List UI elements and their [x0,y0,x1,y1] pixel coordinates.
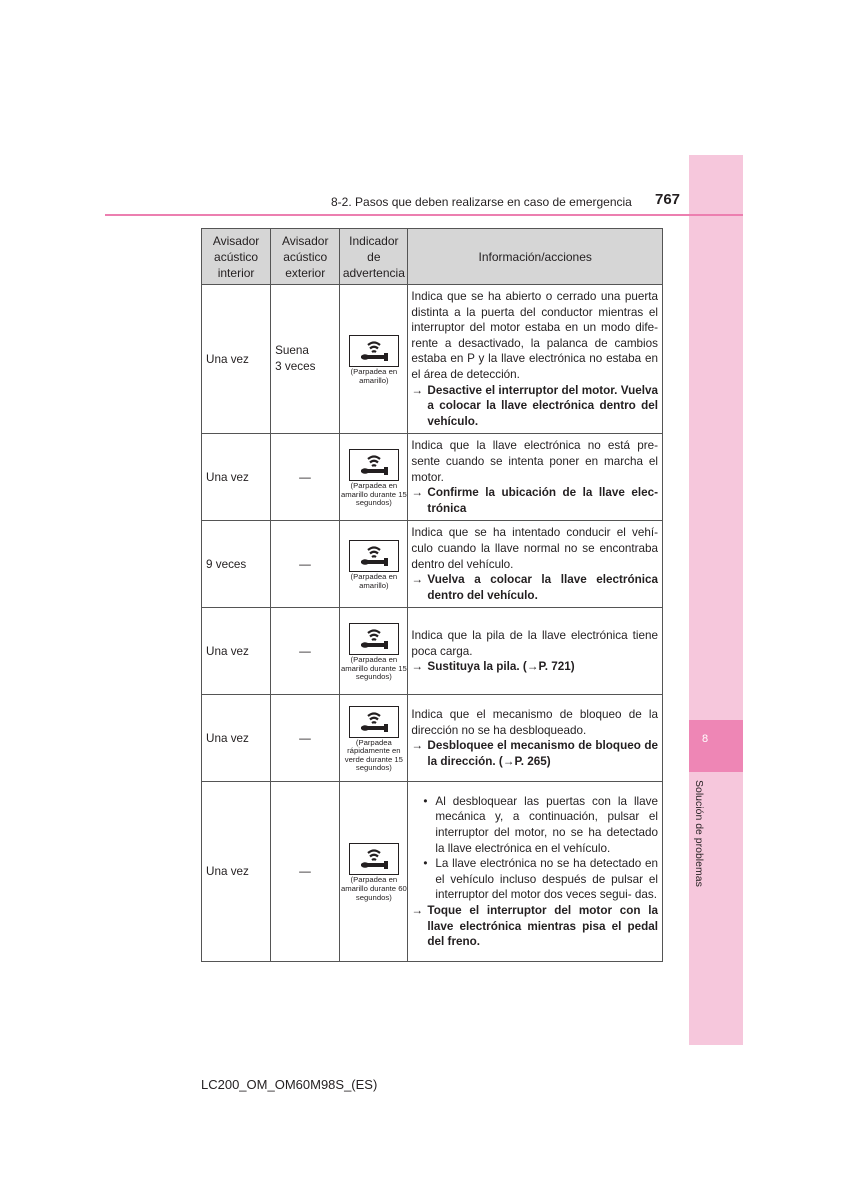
info-text: Indica que la llave electrónica no está pre- sente cuando se intenta poner en marcha el motor. [411,439,658,484]
smart-key-warning-icon [349,706,399,738]
interior-cell: Una vez [202,782,271,962]
action-text: Desactive el interruptor del motor. Vuelva a colocar la llave electrónica dentro del vehículo. [427,383,658,428]
info-cell [408,608,663,695]
action-line [411,485,658,516]
exterior-cell [271,434,340,521]
indicator-cell [340,434,408,521]
arrow-icon: → [411,383,424,397]
interior-cell: Una vez [202,608,271,695]
interior-cell: Una vez [202,434,271,521]
exterior-cell [271,782,340,962]
chapter-title: Solución de problemas [693,780,705,887]
info-cell [408,782,663,962]
interior-cell: Una vez [202,695,271,782]
page-number: 767 [655,191,681,208]
exterior-line: Suena [275,344,309,358]
chapter-tab [689,720,743,772]
exterior-cell [271,695,340,782]
document-code: LC200_OM_OM60M98S_(ES) [201,1077,378,1092]
warning-table [201,228,663,962]
exterior-cell [271,521,340,608]
info-cell [408,285,663,434]
interior-cell: Una vez [202,285,271,434]
action-text: Vuelva a colocar la llave electrónica dentro del vehículo. [427,573,658,602]
smart-key-warning-icon [349,335,399,367]
header-indicator: Indicador de advertencia [340,229,408,285]
indicator-cell [340,608,408,695]
bullet-item [411,856,658,903]
info-text: Indica que la pila de la llave electrónica tiene poca carga. [411,628,658,658]
arrow-icon: → [411,486,424,500]
header-info: Información/acciones [408,229,663,285]
table-row [202,608,663,695]
action-line [411,903,658,950]
interior-cell: 9 veces [202,521,271,608]
chapter-side-bar [689,155,743,1045]
info-text: Indica que el mecanismo de bloqueo de la dirección no se ha desbloqueado. [411,708,658,737]
table-row [202,782,663,962]
bullet-item [411,794,658,856]
smart-key-warning-icon [349,623,399,655]
table-row [202,434,663,521]
bullet-icon: • [423,857,428,871]
exterior-dash: — [299,644,311,658]
action-line [411,572,658,603]
arrow-icon: → [411,739,424,753]
indicator-cell [340,285,408,434]
action-text: Toque el interruptor del motor con la llave electrónica mientras pisa el pedal del freno. [427,904,658,949]
info-cell [408,434,663,521]
indicator-cell [340,521,408,608]
chapter-number: 8 [702,733,709,745]
table-row [202,521,663,608]
indicator-caption: (Parpadea en amarillo) [350,367,398,385]
indicator-caption: (Parpadea en amarillo) [350,572,398,590]
header-rule [105,214,743,216]
smart-key-warning-icon [349,540,399,572]
header-exterior: Avisador acústico exterior [271,229,340,285]
action-line [411,383,658,430]
indicator-caption: (Parpadea en amarillo durante 15 segundos) [340,480,407,508]
indicator-caption: (Parpadea en amarillo durante 15 segundos) [340,654,407,682]
indicator-caption: (Parpadea en amarillo durante 60 segundos) [340,875,407,902]
bullet-icon: • [423,794,428,808]
section-title: 8-2. Pasos que deben realizarse en caso de emergencia [331,195,632,209]
exterior-dash: — [299,865,311,879]
info-cell [408,521,663,608]
exterior-line: 3 veces [275,360,316,374]
arrow-icon: → [411,660,424,674]
info-cell [408,695,663,782]
exterior-dash: — [299,470,311,484]
bullet-text: Al desbloquear las puertas con la llave mecánica y, a continuación, pulsar el interruptor del motor, no se ha detectado la llave electrónica en el vehículo. [435,794,658,855]
table-row [202,285,663,434]
info-text: Indica que se ha intentado conducir el vehí- culo cuando la llave normal no se encontraba dentro del vehículo. [411,526,658,571]
info-text: Indica que se ha abierto o cerrado una puerta distinta a la puerta del conductor mientras el interruptor del motor estaba en un modo dife- rente a desactivado, la palanca de cambios estaba en P y la llave electrónica no estaba en el área de detección. [411,290,658,381]
action-text: Confirme la ubicación de la llave elec- trónica [427,486,658,515]
action-line [411,738,658,769]
indicator-cell [340,782,408,962]
header-interior: Avisador acústico interior [202,229,271,285]
smart-key-warning-icon [349,843,399,875]
table-row [202,695,663,782]
exterior-dash: — [299,557,311,571]
smart-key-warning-icon [349,449,399,481]
table-header-row [202,229,663,285]
bullet-text: La llave electrónica no se ha detectado en el vehículo incluso después de pulsar el interruptor del motor dos veces segui- das. [435,857,658,902]
action-text: Desbloquee el mecanismo de bloqueo de la dirección. (→P. 265) [427,739,658,768]
indicator-caption: (Parpadea rápidamente en verde durante 15 segundos) [344,737,403,773]
exterior-cell [271,608,340,695]
arrow-icon: → [411,904,424,917]
arrow-icon: → [411,573,424,587]
indicator-cell [340,695,408,782]
action-line [411,659,658,675]
action-text: Sustituya la pila. (→P. 721) [427,660,575,674]
exterior-dash: — [299,731,311,745]
exterior-cell [271,285,340,434]
